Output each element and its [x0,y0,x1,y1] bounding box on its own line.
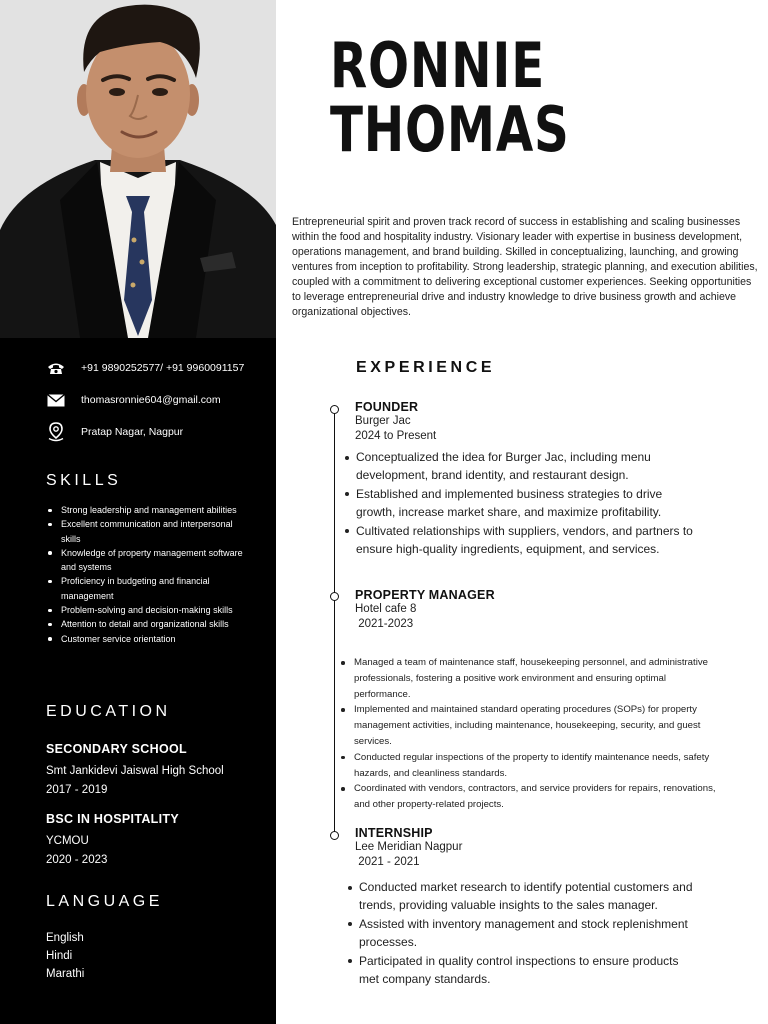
education-years: 2020 - 2023 [46,854,108,866]
sidebar [0,0,276,1024]
education-heading: EDUCATION [46,703,171,720]
last-name: THOMAS [330,93,570,166]
timeline-node [330,405,339,414]
education-entry-secondary [46,742,266,796]
job-bullet: Assisted with inventory management and stock replenishment processes. [348,915,693,952]
language-item: Hindi [46,950,73,962]
profile-photo [0,0,276,338]
job-company: Hotel cafe 8 [355,603,417,615]
contact-phone [46,358,244,378]
job-period: 2024 to Present [355,430,437,442]
skill-item: Strong leadership and management abilities [48,503,248,517]
timeline-node [330,831,339,840]
phone-icon [46,358,66,378]
education-school: YCMOU [46,835,89,847]
skills-heading: SKILLS [46,472,122,489]
job-internship-bullets [348,878,693,988]
job-founder [355,400,755,444]
skill-item: Proficiency in budgeting and financial management [48,574,248,603]
phone-number[interactable]: +91 9890252577/ +91 9960091157 [81,362,245,374]
first-name: RONNIE [330,29,546,102]
job-role: PROPERTY MANAGER [355,588,495,602]
job-period: 2021 - 2021 [355,856,420,868]
job-period: 2021-2023 [355,618,414,630]
portrait-illustration [0,0,276,338]
skill-item: Excellent communication and interpersonal skills [48,517,248,546]
experience-heading: EXPERIENCE [356,359,496,376]
job-bullet: Implemented and maintained standard operating procedures (SOPs) for property management activities, including maintenance, housekeeping, security, and guest services. [341,702,716,749]
job-bullet: Conducted market research to identify potential customers and trends, providing valuable insights to the sales manager. [348,878,693,915]
contact-email [46,390,221,410]
job-bullet: Conducted regular inspections of the property to identify maintenance needs, safety hazards, and cleanliness standards. [341,750,716,782]
profile-summary: Entrepreneurial spirit and proven track record of success in establishing and scaling businesses within the food and hospitality industry. Visionary leader with expertise in business development, operations management, and brand building. Skilled in conceptualizing, launching, and growing ventures from inception to profitability. Strong leadership, strategic planning, and execution abilities, coupled with a commitment to delivering exceptional customer experiences. Seeking opportunities to leverage entrepreneurial drive and industry knowledge to drive business growth and achieve organizational objectives. [292,216,758,318]
candidate-name [330,29,570,166]
job-bullet: Conceptualized the idea for Burger Jac, including menu development, brand identity, and restaurant design. [345,448,700,485]
email-address[interactable]: thomasronnie604@gmail.com [81,394,221,406]
job-company: Lee Meridian Nagpur [355,841,463,853]
job-bullet: Cultivated relationships with suppliers, vendors, and partners to ensure high-quality ingredients, equipment, and services. [345,522,700,559]
skill-item: Attention to detail and organizational skills [48,617,248,631]
job-company: Burger Jac [355,415,411,427]
education-school: Smt Jankidevi Jaiswal High School [46,765,224,777]
language-item: English [46,932,84,944]
education-degree: SECONDARY SCHOOL [46,742,187,756]
education-entry-bsc [46,812,266,866]
job-bullet: Established and implemented business strategies to drive growth, increase market share, and maximize profitability. [345,485,700,522]
job-property-manager [355,588,755,632]
skill-item: Customer service orientation [48,632,248,646]
education-degree: BSC IN HOSPITALITY [46,812,179,826]
education-years: 2017 - 2019 [46,784,108,796]
job-bullet: Participated in quality control inspections to ensure products met company standards. [348,952,693,989]
job-role: INTERNSHIP [355,826,433,840]
timeline-node [330,592,339,601]
skills-list [48,503,248,646]
contact-location [46,422,183,442]
experience-timeline [334,410,335,838]
language-item: Marathi [46,968,85,980]
language-heading: LANGUAGE [46,893,163,910]
location-text: Pratap Nagar, Nagpur [81,426,184,438]
skill-item: Knowledge of property management software and systems [48,546,248,575]
job-internship [355,826,755,870]
skill-item: Problem-solving and decision-making skills [48,603,248,617]
location-pin-icon [46,422,66,442]
job-bullet: Managed a team of maintenance staff, housekeeping personnel, and administrative professionals, fostering a positive work environment and ensuring optimal performance. [341,655,716,702]
job-property-manager-bullets [341,655,716,813]
mail-icon [46,390,66,410]
job-founder-bullets [345,448,700,558]
job-bullet: Coordinated with vendors, contractors, and service providers for repairs, renovations, and other property-related projects. [341,781,716,813]
job-role: FOUNDER [355,400,419,414]
